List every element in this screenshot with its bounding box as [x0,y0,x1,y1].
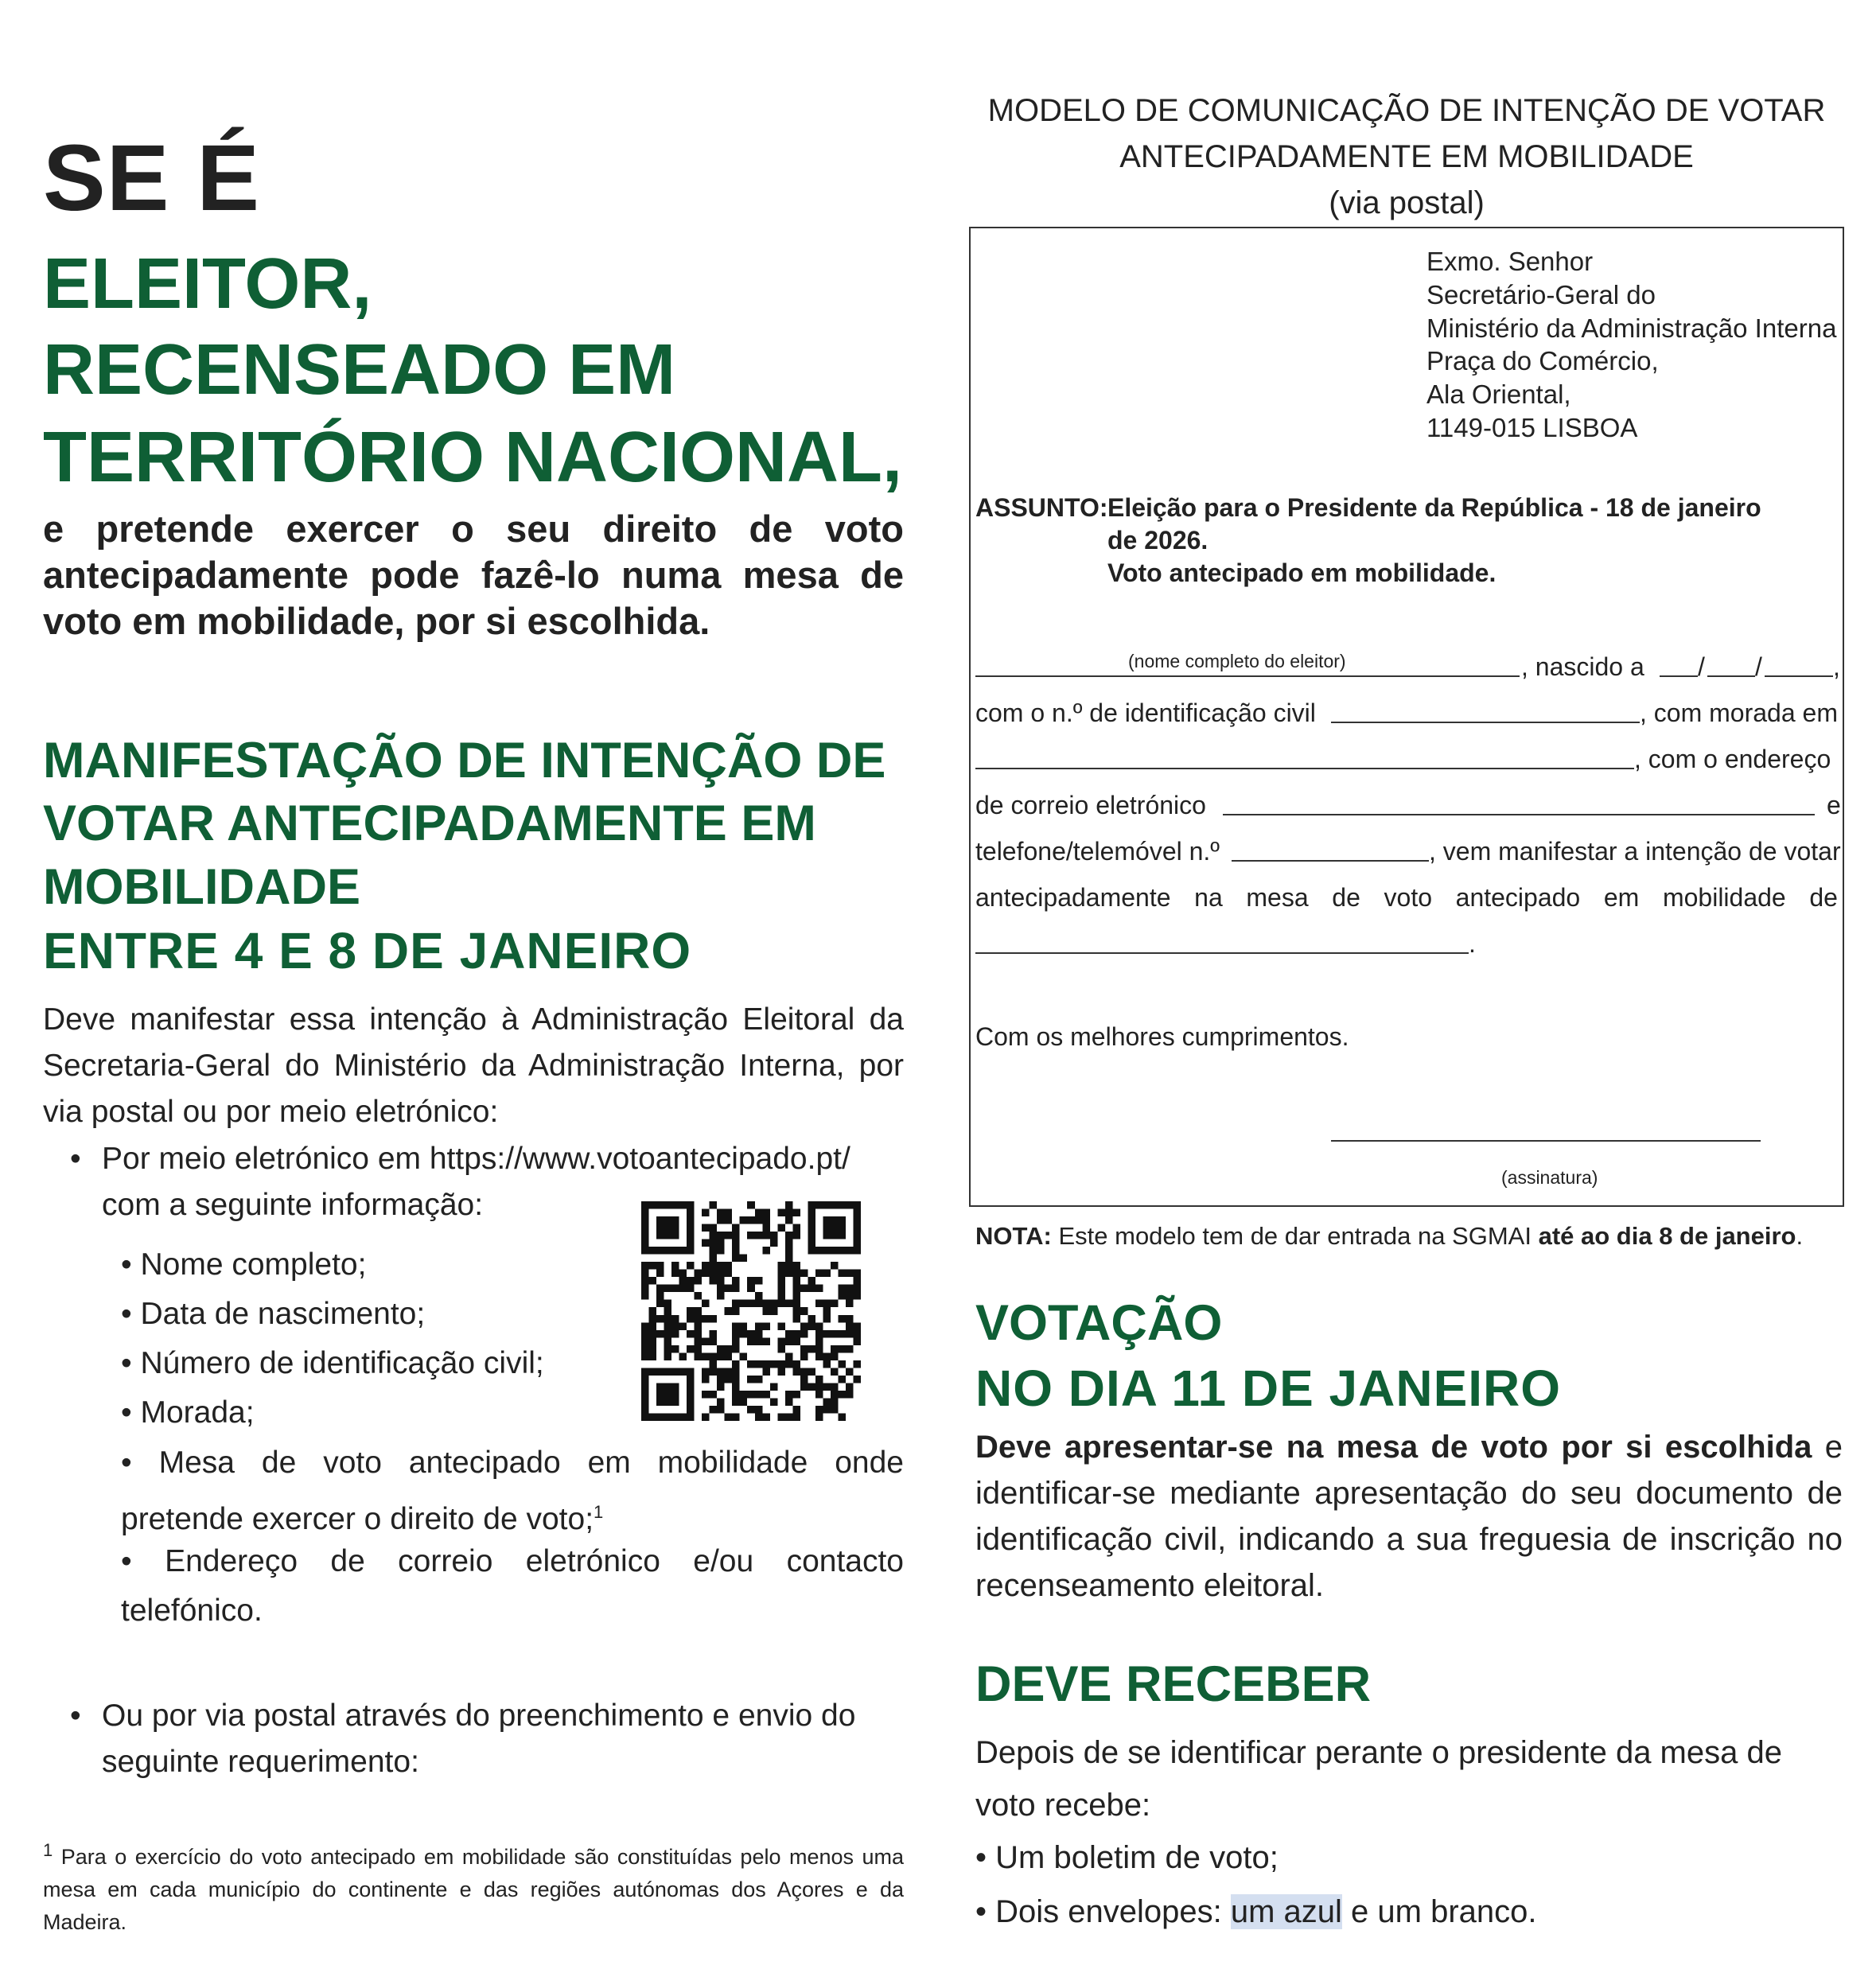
section-dates: ENTRE 4 E 8 DE JANEIRO [43,922,692,979]
date-sep: / [1755,652,1762,681]
address-line: Ministério da Administração Interna [1426,313,1837,343]
subject-label: ASSUNTO: [975,493,1108,522]
qr-code-icon[interactable] [641,1201,861,1421]
comma: , [1833,652,1840,681]
sub-item: • Endereço de correio eletrónico e/ou contacto telefónico. [121,1544,905,1628]
birth-month-line[interactable] [1707,675,1755,677]
signature-line[interactable] [1331,1140,1761,1142]
section-heading-line3: MOBILIDADE [43,859,360,915]
note: NOTA: Este modelo tem de dar entrada na SGMAI até ao dia 8 de janeiro. [975,1222,1804,1250]
title-territorio: TERRITÓRIO NACIONAL, [43,418,902,497]
phone-field-line[interactable] [1232,860,1429,862]
receive-body: Depois de se identificar perante o presidente da mesa de voto recebe: [975,1735,1782,1823]
subject-line1: Eleição para o Presidente da República - 18 de janeiro [1107,493,1761,522]
birth-year-line[interactable] [1765,675,1833,677]
vote-heading1: VOTAÇÃO [975,1295,1223,1351]
phone-tail: , vem manifestar a intenção de votar [1429,837,1841,866]
bullet-electronic-line1: Por meio eletrónico em https://www.votoantecipado.pt/ [102,1142,850,1176]
date-sep: / [1698,652,1705,681]
name-field-line[interactable] [975,675,1520,677]
address-line: Ala Oriental, [1426,379,1571,409]
subject-line2: de 2026. [1107,526,1209,555]
sub-item: • Mesa de voto antecipado em mobilidade onde pretende exercer o direito de voto;$^1$ [121,1446,904,1536]
address-label: , com morada em [1640,699,1838,727]
footnote: $^1$ Para o exercício do voto antecipado em mobilidade são constituídas pelo menos uma mesa em cada município do continente e das regiões autónomas dos Açores e da Madeira. [43,1840,904,1934]
bullet-postal: Ou por via postal através do preenchimento e envio do seguinte requerimento: [102,1699,856,1779]
bullet-dot: • [70,1699,81,1733]
address-line: 1149-015 LISBOA [1426,413,1638,442]
receive-item: • Dois envelopes: um azul e um branco. [975,1894,1537,1929]
mesa-field-line[interactable] [975,952,1469,954]
title-se: SE É [43,126,260,231]
signature-hint: (assinatura) [1501,1167,1598,1188]
bullet-electronic-line2: com a seguinte informação: [102,1188,484,1222]
email-intro: , com o endereço [1634,745,1831,773]
receive-heading: DEVE RECEBER [975,1656,1372,1712]
address-line: Secretário-Geral do [1426,280,1656,309]
email-field-line[interactable] [1223,814,1815,815]
sub-item: • Número de identificação civil; [121,1346,544,1380]
id-field-line[interactable] [1331,722,1640,723]
form-title-line3: (via postal) [1329,185,1485,220]
birth-day-line[interactable] [1660,675,1698,677]
vote-heading2: NO DIA 11 DE JANEIRO [975,1360,1562,1417]
sub-item: • Data de nascimento; [121,1297,426,1331]
form-title-line2: ANTECIPADAMENTE EM MOBILIDADE [1119,139,1694,174]
period: . [1469,929,1476,958]
mesa-line: antecipadamente na mesa de voto antecipado em mobilidade de [975,883,1838,912]
born-label: , nascido a [1521,652,1644,681]
sub-item: • Nome completo; [121,1247,367,1282]
phone-label: telefone/telemóvel n.º [975,837,1220,866]
sub-item: • Morada; [121,1395,255,1430]
intro-text: e pretende exercer o seu direito de voto antecipadamente pode fazê-lo numa mesa de voto em mobilidade, por si escolhida. [43,508,904,642]
address-line: Praça do Comércio, [1426,346,1659,376]
email-label: de correio eletrónico [975,791,1206,819]
closing: Com os melhores cumprimentos. [975,1022,1349,1051]
subject-line3: Voto antecipado em mobilidade. [1107,558,1497,587]
address-field-line[interactable] [975,768,1634,769]
title-eleitor: ELEITOR, [43,244,372,324]
form-title-line1: MODELO DE COMUNICAÇÃO DE INTENÇÃO DE VOTAR [987,93,1826,128]
section-heading-line2: VOTAR ANTECIPADAMENTE EM [43,796,816,851]
receive-item: • Um boletim de voto; [975,1840,1279,1875]
title-recenseado: RECENSEADO EM [43,330,676,410]
vote-body: Deve apresentar-se na mesa de voto por si escolhida e identificar-se mediante apresentação do seu documento de identificação civil, indicando a sua freguesia de inscrição no recenseamento eleitoral. [975,1430,1843,1603]
address-line: Exmo. Senhor [1426,247,1594,276]
id-label: com o n.º de identificação civil [975,699,1316,727]
bullet-dot: • [70,1142,81,1176]
email-e: e [1827,791,1841,819]
name-field-hint: (nome completo do eleitor) [1128,651,1346,671]
section-body: Deve manifestar essa intenção à Administração Eleitoral da Secretaria-Geral do Ministério da Administração Interna, por via postal ou por meio eletrónico: [43,1002,904,1129]
section-heading-line1: MANIFESTAÇÃO DE INTENÇÃO DE [43,733,886,788]
